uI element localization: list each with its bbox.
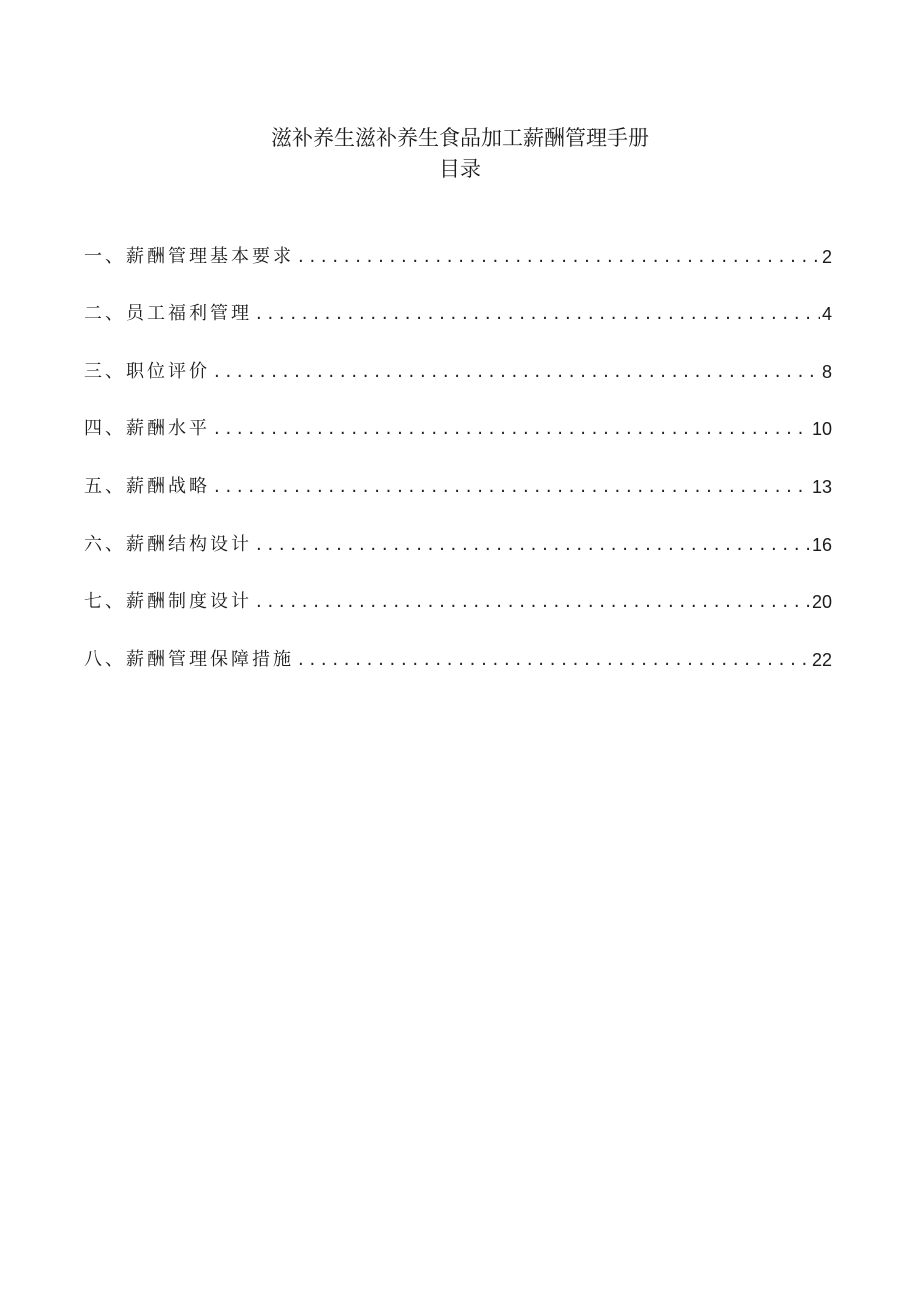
toc-entry-label: 八、薪酬管理保障措施: [84, 648, 294, 670]
toc-entry-6[interactable]: [84, 504, 832, 562]
toc-dot-leader: [294, 240, 820, 274]
toc-dot-leader: [252, 528, 810, 562]
toc-entry-4[interactable]: [84, 389, 832, 447]
toc-entry-label: 七、薪酬制度设计: [84, 591, 252, 613]
toc-entry-8[interactable]: [84, 619, 832, 677]
toc-page-number: 20: [811, 592, 832, 613]
toc-page-number: 8: [821, 361, 832, 382]
title-block: [0, 122, 920, 184]
toc-entry-5[interactable]: [84, 446, 832, 504]
toc-page-number: 2: [821, 246, 832, 267]
toc-entry-label: 三、职位评价: [84, 360, 210, 382]
toc-entry-2[interactable]: [84, 274, 832, 332]
toc-entry-label: 二、员工福利管理: [84, 303, 252, 325]
toc-entry-3[interactable]: [84, 331, 832, 389]
toc-dot-leader: [294, 643, 810, 677]
toc-page-number: 22: [811, 649, 832, 670]
toc-dot-leader: [210, 355, 820, 389]
toc-page-number: 4: [821, 304, 832, 325]
table-of-contents: [84, 216, 832, 677]
toc-page-number: 10: [811, 419, 832, 440]
toc-dot-leader: [210, 412, 810, 446]
toc-heading: 目录: [439, 157, 481, 181]
toc-entry-label: 一、薪酬管理基本要求: [84, 245, 294, 267]
toc-page-number: 16: [811, 534, 832, 555]
toc-entry-label: 五、薪酬战略: [84, 475, 210, 497]
toc-dot-leader: [252, 585, 810, 619]
toc-dot-leader: [210, 470, 810, 504]
toc-entry-1[interactable]: [84, 216, 832, 274]
toc-entry-label: 六、薪酬结构设计: [84, 533, 252, 555]
document-title: 滋补养生滋补养生食品加工薪酬管理手册: [271, 126, 649, 150]
toc-dot-leader: [252, 297, 820, 331]
toc-page-number: 13: [811, 476, 832, 497]
toc-entry-7[interactable]: [84, 562, 832, 620]
toc-entry-label: 四、薪酬水平: [84, 418, 210, 440]
